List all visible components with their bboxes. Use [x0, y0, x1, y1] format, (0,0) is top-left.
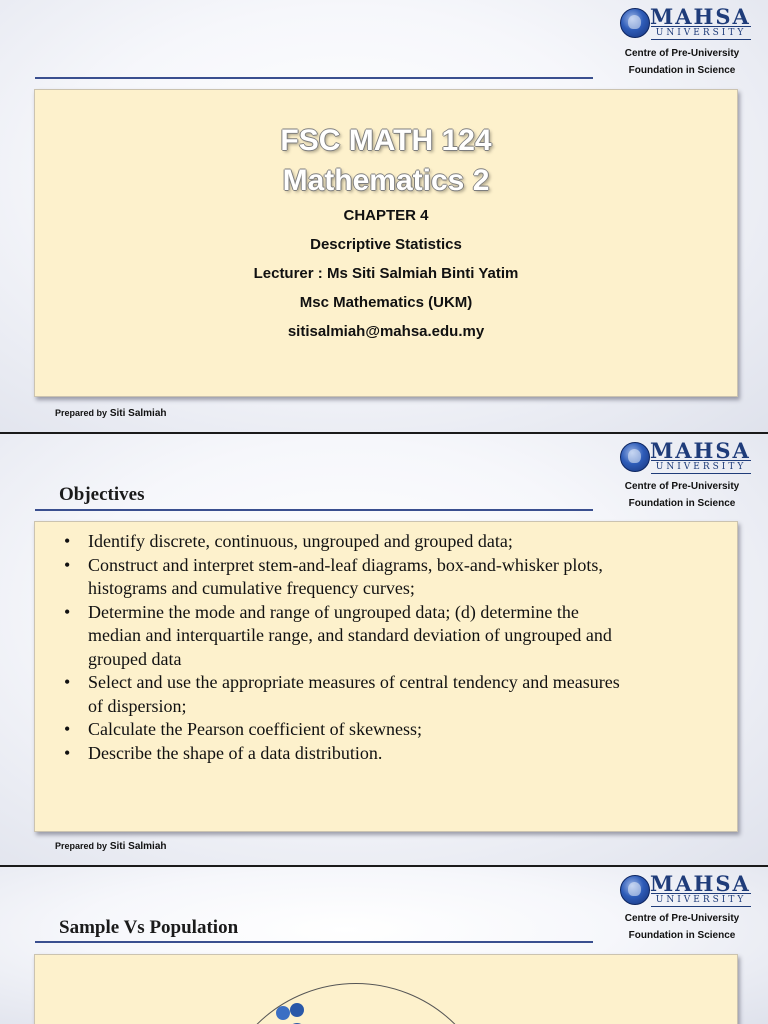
- qualification-label: Msc Mathematics (UKM): [299, 294, 473, 311]
- email-label: sitisalmiah@mahsa.edu.my: [287, 323, 485, 340]
- slide-objectives: [0, 434, 768, 865]
- lecturer-label: Lecturer : Ms Siti Salmiah Binti Yatim: [253, 265, 519, 282]
- programme-label: Foundation in Science: [628, 930, 736, 941]
- university-crest-icon: [620, 442, 650, 472]
- course-name: Mathematics 2: [282, 164, 490, 197]
- prepared-by: [55, 841, 167, 852]
- diagram-content-box: [34, 954, 738, 1024]
- mahsa-logo: [620, 873, 760, 913]
- title-content-box: [34, 89, 738, 397]
- university-crest-icon: [620, 875, 650, 905]
- slide-sample-vs-population: [0, 867, 768, 1024]
- centre-label: Centre of Pre-University: [624, 481, 740, 492]
- list-item: • Construct and interpret stem-and-leaf diagrams, box-and-whisker plots, histograms and cumulative frequency curves;: [62, 554, 622, 601]
- topic-label: Descriptive Statistics: [310, 236, 462, 253]
- header-rule: [35, 509, 593, 511]
- centre-label: Centre of Pre-University: [624, 48, 740, 59]
- slide-title: [0, 0, 768, 432]
- logo-name: MAHSA: [650, 4, 751, 29]
- mahsa-logo: [620, 6, 760, 46]
- list-item: • Determine the mode and range of ungrouped data; (d) determine the median and interquartile range, and standard deviation of ungrouped and grouped data: [62, 601, 622, 672]
- author-name: Siti Salmiah: [109, 408, 167, 419]
- mahsa-logo: [620, 440, 760, 480]
- people-icon: [263, 1001, 323, 1024]
- logo-subtitle: UNIVERSITY: [651, 26, 751, 40]
- population-circle: [215, 983, 497, 1024]
- logo-name: MAHSA: [650, 871, 751, 896]
- centre-label: Centre of Pre-University: [624, 913, 740, 924]
- logo-subtitle: UNIVERSITY: [651, 893, 751, 907]
- programme-label: Foundation in Science: [628, 498, 736, 509]
- list-item: • Identify discrete, continuous, ungrouped and grouped data;: [62, 530, 622, 554]
- programme-label: Foundation in Science: [628, 65, 736, 76]
- prepared-by-label: Prepared by: [55, 841, 108, 851]
- prepared-by: [55, 408, 167, 419]
- objectives-list: [62, 530, 622, 765]
- author-name: Siti Salmiah: [109, 841, 167, 852]
- header-rule: [35, 77, 593, 79]
- list-item: • Select and use the appropriate measures of central tendency and measures of dispersion;: [62, 671, 622, 718]
- university-crest-icon: [620, 8, 650, 38]
- slide-heading: Sample Vs Population: [59, 917, 239, 938]
- header-rule: [35, 941, 593, 943]
- course-code: FSC MATH 124: [280, 124, 492, 157]
- list-item: • Calculate the Pearson coefficient of skewness;: [62, 718, 622, 742]
- prepared-by-label: Prepared by: [55, 408, 108, 418]
- list-item: • Describe the shape of a data distribution.: [62, 742, 622, 766]
- slide-heading: Objectives: [59, 484, 145, 505]
- logo-name: MAHSA: [650, 438, 751, 463]
- chapter-label: CHAPTER 4: [343, 207, 429, 224]
- logo-subtitle: UNIVERSITY: [651, 460, 751, 474]
